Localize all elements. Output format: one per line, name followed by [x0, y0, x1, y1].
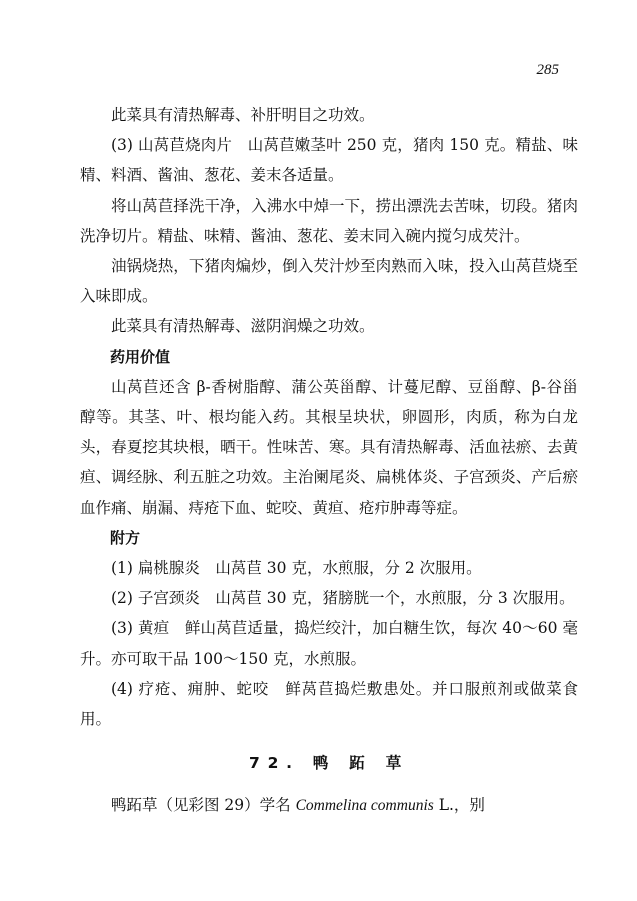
species-intro-text: 鸭跖草（见彩图 29）学名	[111, 796, 296, 815]
page-content	[80, 100, 578, 822]
latin-name: Commelina communis	[295, 797, 434, 815]
medicinal-text: 山莴苣还含 β-香树脂醇、蒲公英甾醇、计蔓尼醇、豆甾醇、β-谷甾醇等。其茎、叶、根均能入药。其根呈块状，卵圆形，肉质，称为白龙头，春夏挖其块根，晒干。性味苦、寒。具有清热解毒、活血祛瘀、去黄疸、调经脉、利五脏之功效。主治阑尾炎、扁桃体炎、子宫颈炎、产后瘀血作痛、崩漏、痔疮下血、蛇咬、黄疸、疮疖肿毒等症。	[80, 377, 578, 517]
formula-item-4: (4) 疗疮、痈肿、蛇咬 鲜莴苣捣烂敷患处。并口服煎剂或做菜食用。	[80, 679, 578, 729]
paragraph-effect-2: 此菜具有清热解毒、滋阴润燥之功效。	[111, 317, 375, 336]
paragraph-species-intro	[80, 790, 578, 821]
formula-item-2: (2) 子宫颈炎 山莴苣 30 克，猪膀胱一个，水煎服，分 3 次服用。	[111, 589, 575, 608]
species-intro-tail: L.，别	[433, 796, 485, 815]
medicinal-heading: 药用价值	[110, 347, 171, 366]
formula-item-1: (1) 扁桃腺炎 山莴苣 30 克，水煎服，分 2 次服用。	[111, 559, 482, 578]
section-title: 72. 鸭 跖 草	[249, 754, 409, 773]
page-number: 285	[536, 62, 559, 78]
paragraph-recipe-prep: 将山莴苣择洗干净，入沸水中焯一下，捞出漂洗去苦味，切段。猪肉洗净切片。精盐、味精、酱油、葱花、姜末同入碗内搅匀成芡汁。	[80, 196, 578, 245]
paragraph-recipe-3: (3) 山莴苣烧肉片 山莴苣嫩茎叶 250 克，猪肉 150 克。精盐、味精、料酒、酱油、葱花、姜末各适量。	[80, 136, 578, 185]
paragraph-recipe-cook: 油锅烧热，下猪肉煸炒，倒入芡汁炒至肉熟而入味，投入山莴苣烧至入味即成。	[80, 257, 578, 306]
formula-item-3: (3) 黄疸 鲜山莴苣适量，捣烂绞汁，加白糖生饮，每次 40～60 毫升。亦可取干品 100～150 克，水煎服。	[80, 619, 578, 668]
paragraph-effect-1: 此菜具有清热解毒、补肝明目之功效。	[111, 106, 375, 124]
formula-heading: 附方	[110, 528, 141, 547]
